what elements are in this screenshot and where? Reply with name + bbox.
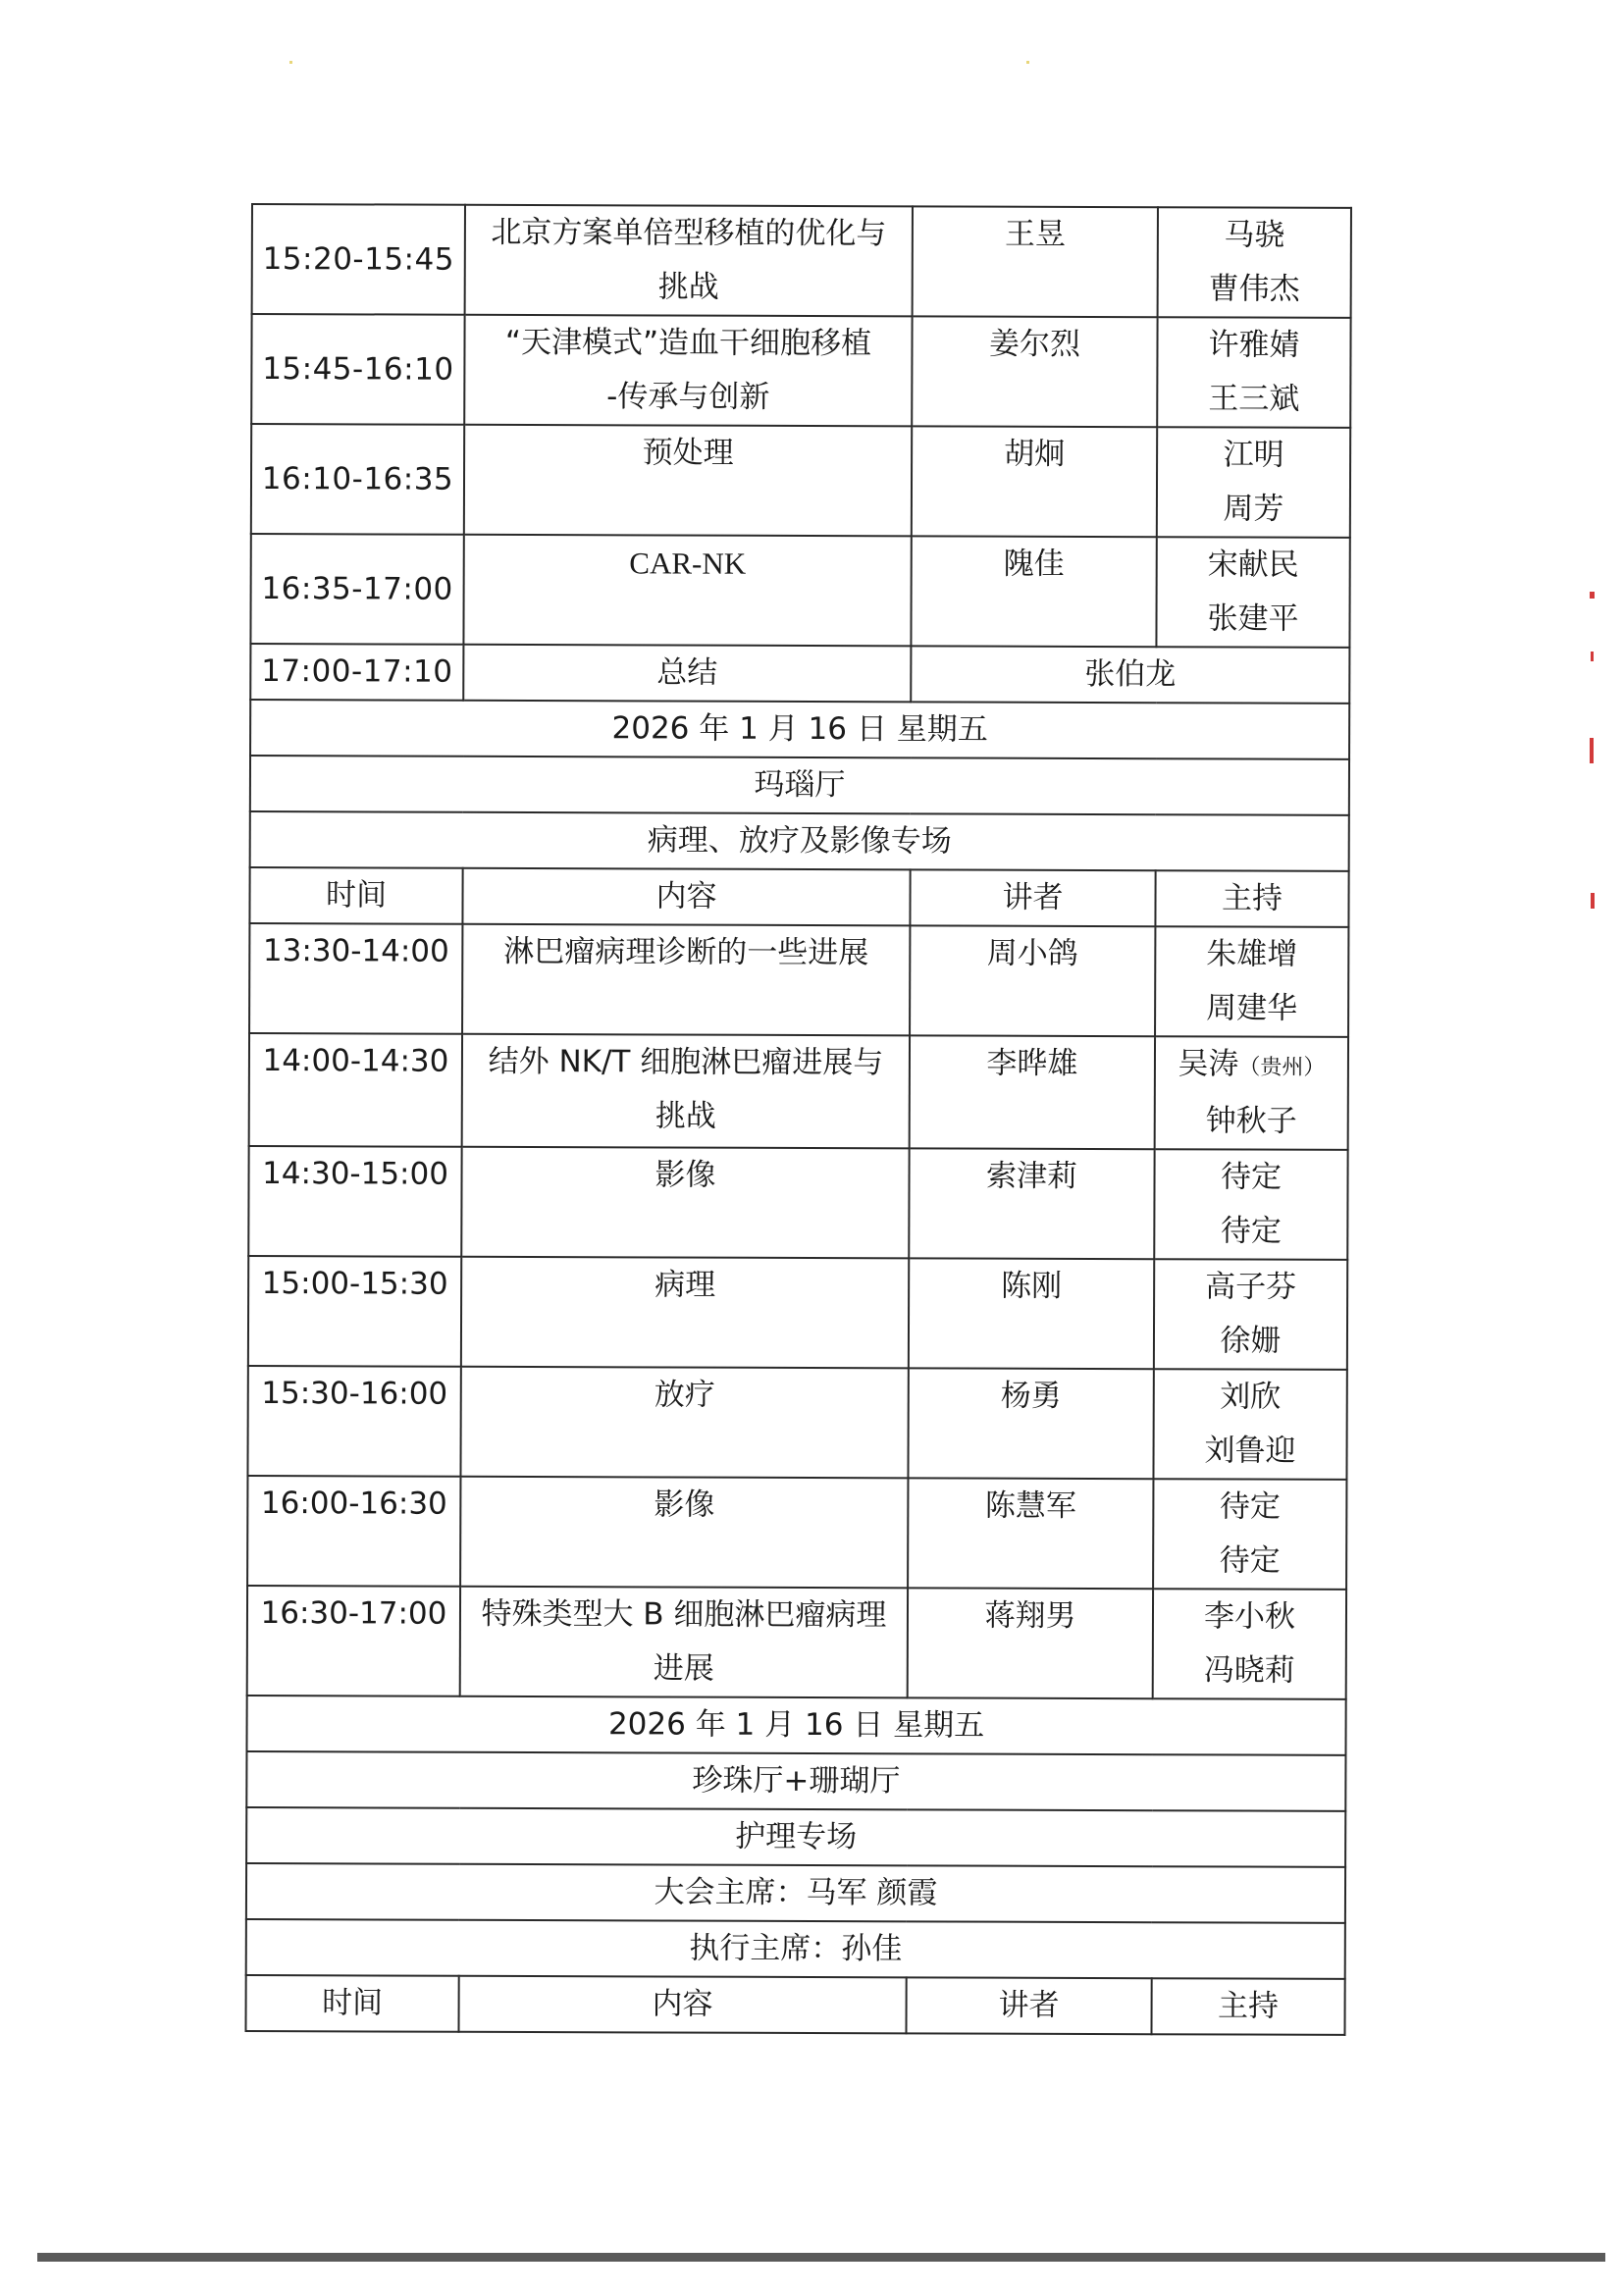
speaker-cell: 隗佳: [911, 536, 1156, 647]
content-cell: 淋巴瘤病理诊断的一些进展: [462, 924, 910, 1036]
speaker-cell: 胡炯: [912, 426, 1157, 537]
host-cell: 朱雄增 周建华: [1155, 926, 1348, 1037]
host-cell: 李小秋 冯晓莉: [1153, 1589, 1346, 1699]
header-time: 时间: [249, 867, 462, 924]
scan-speck: [289, 61, 292, 64]
summary-row: [250, 644, 1349, 704]
table-row: [249, 1033, 1348, 1150]
host-cell: 吴涛（贵州） 钟秋子: [1155, 1036, 1348, 1150]
table-row: [248, 1256, 1347, 1370]
header-time: 时间: [245, 1975, 458, 2032]
session-title: 病理、放疗及影像专场: [250, 811, 1349, 871]
host-cell: 待定 待定: [1154, 1149, 1347, 1260]
speaker-cell: 张伯龙: [911, 646, 1349, 704]
host-note: （贵州）: [1238, 1055, 1326, 1080]
host-cell: 待定 待定: [1153, 1479, 1346, 1590]
time-cell: 17:00-17:10: [250, 644, 463, 701]
speaker-cell: 王昱: [913, 206, 1158, 317]
content-cell: 放疗: [460, 1367, 908, 1479]
schedule-table: [244, 203, 1351, 2036]
host-cell: 马骁 曹伟杰: [1158, 207, 1351, 318]
content-cell: 影像: [460, 1477, 908, 1589]
header-host: 主持: [1151, 1978, 1344, 2035]
content-cell: “天津模式”造血干细胞移植 -传承与创新: [464, 315, 912, 427]
table-row: [251, 314, 1350, 428]
header-host: 主持: [1155, 870, 1348, 927]
table-row: [252, 204, 1351, 318]
table-row: [247, 1586, 1346, 1699]
speaker-cell: 陈刚: [909, 1258, 1154, 1369]
time-cell: 14:00-14:30: [249, 1033, 462, 1147]
content-cell: 北京方案单倍型移植的优化与 挑战: [465, 205, 913, 317]
table-row: [250, 534, 1349, 648]
time-cell: 16:30-17:00: [247, 1586, 460, 1696]
content-cell: 特殊类型大 B 细胞淋巴瘤病理 进展: [460, 1587, 908, 1698]
header-speaker: 讲者: [906, 1977, 1151, 2034]
header-row: [245, 1975, 1344, 2035]
time-cell: 15:20-15:45: [252, 204, 465, 315]
session-title: 护理专场: [246, 1807, 1345, 1867]
table-row: [249, 923, 1348, 1037]
speaker-cell: 李晔雄: [910, 1035, 1155, 1149]
session-date: 2026 年 1 月 16 日 星期五: [250, 700, 1349, 759]
host-cell: 刘欣 刘鲁迎: [1153, 1369, 1346, 1480]
host-cell: 许雅婧 王三斌: [1157, 317, 1350, 428]
red-seal-fragment: [1590, 592, 1595, 599]
header-content: 内容: [462, 868, 910, 926]
speaker-cell: 杨勇: [908, 1368, 1153, 1479]
scan-speck: [1026, 61, 1029, 64]
content-cell: CAR-NK: [463, 535, 911, 647]
table-row: [247, 1476, 1346, 1590]
red-seal-fragment: [1590, 738, 1594, 763]
table-row: [251, 424, 1350, 538]
header-speaker: 讲者: [910, 869, 1155, 926]
header-row: [249, 867, 1348, 927]
red-seal-fragment: [1591, 893, 1595, 909]
header-content: 内容: [458, 1976, 906, 2034]
session-hall: 玛瑙厅: [250, 756, 1349, 815]
time-cell: 16:10-16:35: [251, 424, 464, 535]
session-date: 2026 年 1 月 16 日 星期五: [246, 1696, 1345, 1755]
content-cell: 总结: [463, 645, 911, 703]
speaker-cell: 陈慧军: [908, 1478, 1153, 1589]
session-hall: 珍珠厅+珊瑚厅: [246, 1751, 1345, 1811]
content-cell: 病理: [461, 1257, 909, 1369]
time-cell: 16:00-16:30: [247, 1476, 460, 1587]
time-cell: 13:30-14:00: [249, 923, 462, 1034]
content-cell: 预处理: [464, 425, 912, 537]
content-cell: 影像: [461, 1147, 909, 1259]
time-cell: 16:35-17:00: [250, 534, 463, 645]
table-row: [247, 1366, 1346, 1480]
speaker-cell: 姜尔烈: [912, 316, 1157, 427]
time-cell: 15:45-16:10: [251, 314, 464, 425]
time-cell: 14:30-15:00: [248, 1146, 461, 1257]
conference-chair: 大会主席：马军 颜霞: [246, 1863, 1345, 1923]
speaker-cell: 索津莉: [909, 1148, 1154, 1259]
time-cell: 15:00-15:30: [248, 1256, 461, 1367]
speaker-cell: 周小鸽: [910, 925, 1155, 1036]
time-cell: 15:30-16:00: [247, 1366, 460, 1477]
speaker-cell: 蒋翔男: [908, 1588, 1153, 1698]
table-row: [248, 1146, 1347, 1260]
host-cell: 江明 周芳: [1157, 427, 1350, 538]
footer-rule: [37, 2253, 1605, 2262]
executive-chair: 执行主席：孙佳: [246, 1919, 1345, 1979]
host-cell: 高子芬 徐姗: [1154, 1259, 1347, 1370]
content-cell: 结外 NK/T 细胞淋巴瘤进展与 挑战: [462, 1034, 910, 1149]
red-seal-fragment: [1591, 652, 1594, 661]
host-cell: 宋献民 张建平: [1156, 537, 1349, 648]
